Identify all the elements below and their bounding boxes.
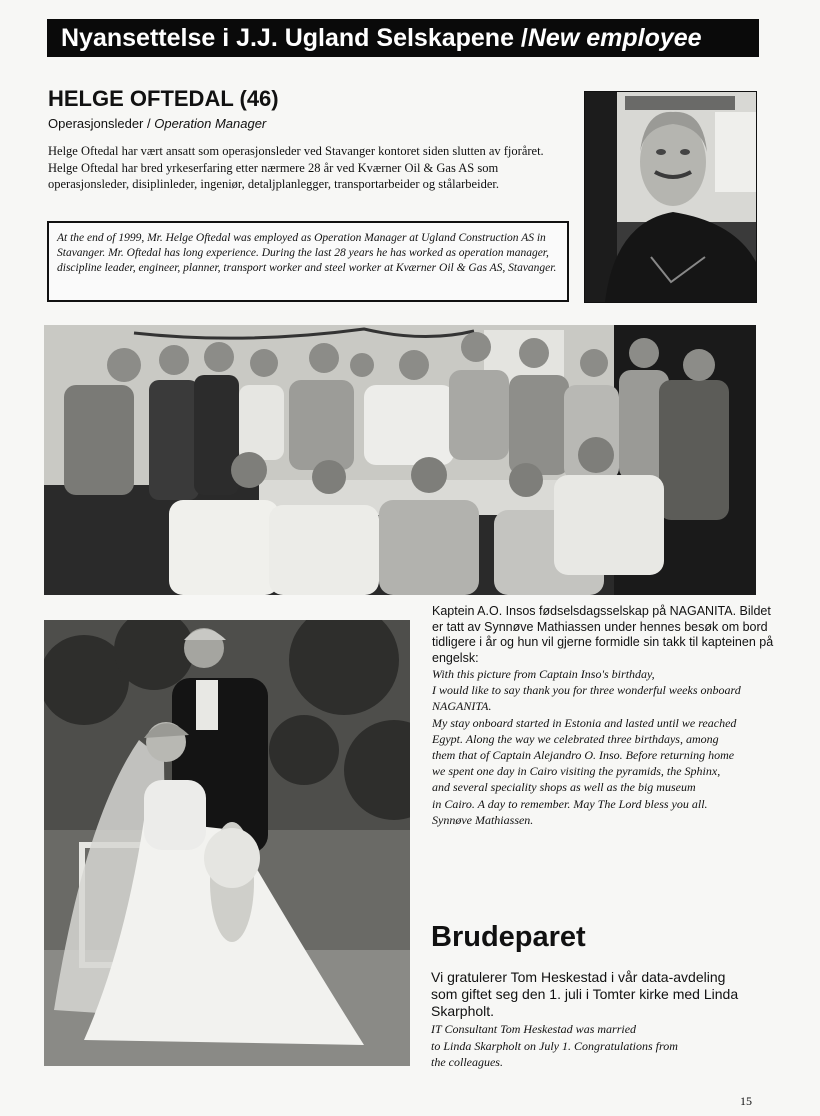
employee-role-norwegian: Operasjonsleder / (48, 116, 151, 131)
wedding-en-line: IT Consultant Tom Heskestad was married (431, 1022, 637, 1036)
page-header-banner (47, 19, 759, 57)
header-title-norwegian: Nyansettelse i J.J. Ugland Selskapene / (61, 23, 528, 52)
employee-name: HELGE OFTEDAL (46) (48, 86, 279, 111)
employee-text-english-box (47, 221, 569, 302)
caption-line: NAGANITA. (432, 699, 492, 714)
employee-role (48, 116, 266, 131)
employee-text-norwegian: Helge Oftedal har vært ansatt som operasjonsleder ved Stavanger kontoret siden slutten av fjoråret. Helge Oftedal har bred yrkeserfaring etter nærmere 28 år ved Kværner Oil & Gas AS som operasjonsleder, disiplinleder, ingeniør, detaljplanlegger, transportarbeider og stålarbeider. (48, 144, 544, 191)
wedding-en-line: to Linda Skarpholt on July 1. Congratulations from (431, 1038, 678, 1053)
caption-line: and several speciality shops as well as the big museum (432, 780, 696, 795)
caption-line: Synnøve Mathiassen. (432, 812, 534, 827)
caption-line: in Cairo. A day to remember. May The Lord bless you all. (432, 796, 708, 811)
wedding-photo (44, 620, 410, 1066)
wedding-title: Brudeparet (431, 921, 586, 953)
caption-line: With this picture from Captain Inso's birthday, (432, 667, 655, 681)
birthday-caption-norwegian: Kaptein A.O. Insos fødselsdagsselskap på NAGANITA. Bildet er tatt av Synnøve Mathiassen under hennes besøk om bord tidligere i år og hun vil gjerne formidle sin takk til kapteinen på engelsk: (432, 604, 774, 665)
wedding-en-line: the colleagues. (431, 1055, 503, 1069)
caption-line: we spent one day in Cairo visiting the pyramids, the Sphinx, (432, 764, 721, 779)
birthday-group-photo (44, 325, 756, 595)
employee-role-english: Operation Manager (150, 116, 267, 131)
caption-line: Egypt. Along the way we celebrated three birthdays, among (432, 731, 719, 746)
caption-line: My stay onboard started in Estonia and lasted until we reached (432, 715, 737, 730)
wedding-text-norwegian: Vi gratulerer Tom Heskestad i vår data-avdeling som giftet seg den 1. juli i Tomter kirke med Linda Skarpholt. (431, 969, 739, 1019)
page-number: 15 (740, 1094, 752, 1108)
header-title-english: New employee (527, 23, 702, 52)
birthday-caption-english (432, 666, 782, 828)
caption-line: them that of Captain Alejandro O. Inso. Before returning home (432, 748, 735, 763)
employee-text-english: At the end of 1999, Mr. Helge Oftedal was employed as Operation Manager at Ugland Construction AS in Stavanger. Mr. Oftedal has long experience. During the last 28 years he has worked as operation manager, discipline leader, engineer, planner, transport worker and steel worker at Kværner Oil & Gas AS, Stavanger. (57, 232, 557, 274)
wedding-text-english (431, 1021, 751, 1071)
portrait-photo (584, 91, 757, 303)
caption-line: I would like to say thank you for three wonderful weeks onboard (432, 683, 741, 698)
